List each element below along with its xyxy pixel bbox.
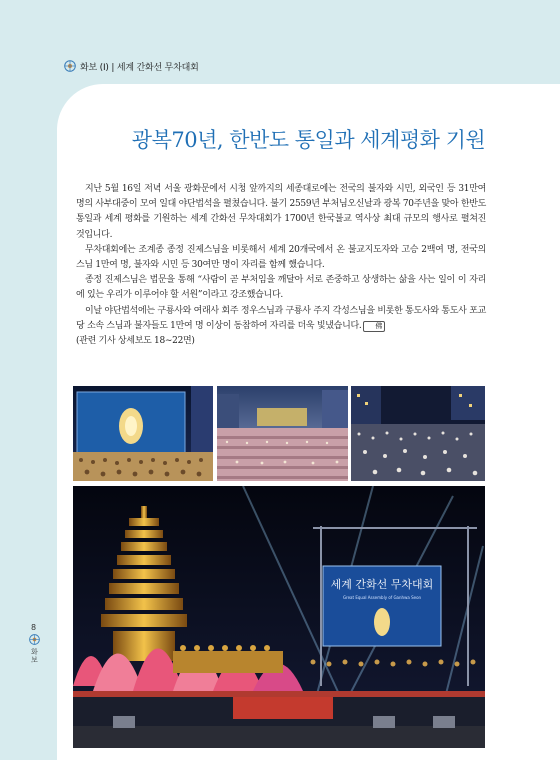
stage-screen-title: 세계 간화선 무차대회 bbox=[330, 578, 434, 591]
photo-main-stage bbox=[73, 486, 485, 748]
paragraph: 무차대회에는 조계종 종정 진제스님을 비롯해서 세계 20개국에서 온 불교지도자와 고승 2백여 명, 전국의 스님 1만여 명, 불자와 시민 등 30여만 명이 자리를 함께 했습니다. bbox=[76, 244, 486, 271]
page-header bbox=[0, 0, 560, 90]
section-header: 화보 (Ⅰ) | 세계 간화선 무차대회 bbox=[80, 63, 199, 73]
article-title: 광복70년, 한반도 통일과 세계평화 기원 bbox=[131, 128, 486, 152]
photo-stage-screen bbox=[73, 386, 213, 481]
paragraph bbox=[76, 304, 486, 334]
photo-night-crowd bbox=[351, 386, 485, 481]
section-label: 화보 bbox=[31, 648, 38, 664]
paragraph-text: 이날 야단법석에는 구룡사와 여래사 회주 정우스님과 구룡사 주지 각성스님을 비롯한 통도사와 통도사 포교당 소속 스님과 불자들도 1만여 명 이상이 동참하여 자리를 더욱 빛냈습니다. bbox=[76, 305, 486, 331]
photo-crowd bbox=[217, 386, 348, 481]
related-article-note: (관련 기사 상세보도 18∼22면) bbox=[76, 336, 195, 347]
dharma-wheel-icon bbox=[64, 60, 76, 72]
paragraph: 지난 5월 16일 저녁 서울 광화문에서 시청 앞까지의 세종대로에는 전국의 불자와 시민, 외국인 등 31만여 명의 사부대중이 모여 일대 야단법석을 펼쳤습니다. 불기 2559년 부처님오신날과 광복 70주년을 맞아 한반도 통일과 세계 평화를 기원하는 세계 간화선 무차대회가 1700년 한국불교 역사상 최대 규모의 행사로 펼쳐진 것입니다. bbox=[76, 184, 487, 240]
dharma-wheel-icon bbox=[29, 634, 40, 645]
stage-screen-subtitle: Great Equal Assembly of Ganhwa Seon bbox=[342, 595, 422, 600]
paragraph: 종정 진제스님은 법문을 통해 “사람이 곧 부처임을 깨달아 서로 존중하고 상생하는 삶을 사는 일이 이 자리에 있는 우리가 이루어야 할 서원”이라고 강조했습니다. bbox=[76, 275, 486, 301]
source-badge: 佛 bbox=[363, 321, 385, 332]
page-number: 8 bbox=[31, 623, 37, 632]
article-body bbox=[76, 182, 486, 349]
